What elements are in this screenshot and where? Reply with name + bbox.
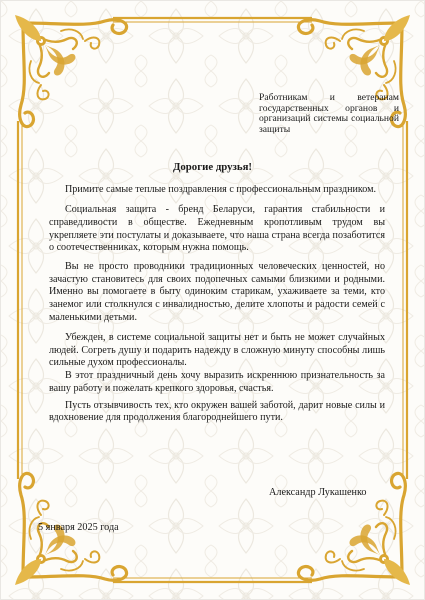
paragraph-6: Пусть отзывчивость тех, кто окружен вашей заботой, дарит новые силы и вдохновение для продолжения благороднейшего пути. bbox=[49, 399, 385, 424]
greeting-heading: Дорогие друзья! bbox=[172, 161, 253, 173]
letter-body bbox=[49, 184, 385, 432]
paragraph-4: Убежден, в системе социальной защиты нет и быть не может случайных людей. Согреть душу и подарить надежду в сложную минуту способны лишь сильные духом профессионалы. bbox=[49, 332, 385, 369]
paragraph-5: В этот праздничный день хочу выразить искреннюю признательность за вашу работу и пожелать крепкого здоровья, счастья. bbox=[49, 370, 385, 394]
paragraph-2: Социальная защита - бренд Беларуси, гарантия стабильности и справедливости в обществе. Ежедневным кропотливым трудом вы укрепляете эти постулаты и доказываете, что наша страна всегда позаботится о соотечественниках, которым нужна помощь. bbox=[49, 204, 385, 254]
letter-date: 5 января 2025 года bbox=[38, 522, 119, 533]
letter-content bbox=[1, 1, 424, 599]
letter-page bbox=[1, 1, 424, 599]
signature-name: Александр Лукашенко bbox=[269, 487, 367, 498]
paragraph-3: Вы не просто проводники традиционных человеческих ценностей, но зачастую становитесь для своих подопечных самыми близкими и родными. Именно вы помогаете в быту одиноким старикам, ухаживаете за теми, кто занемог или столкнулся с инвалидностью, делите хлопоты и радости семей с маленькими детьми. bbox=[49, 261, 385, 323]
recipient-address: Работникам и ветеранам государственных органов и организаций системы социальной защиты bbox=[259, 92, 399, 135]
paragraph-1: Примите самые теплые поздравления с профессиональным праздником. bbox=[65, 184, 377, 195]
